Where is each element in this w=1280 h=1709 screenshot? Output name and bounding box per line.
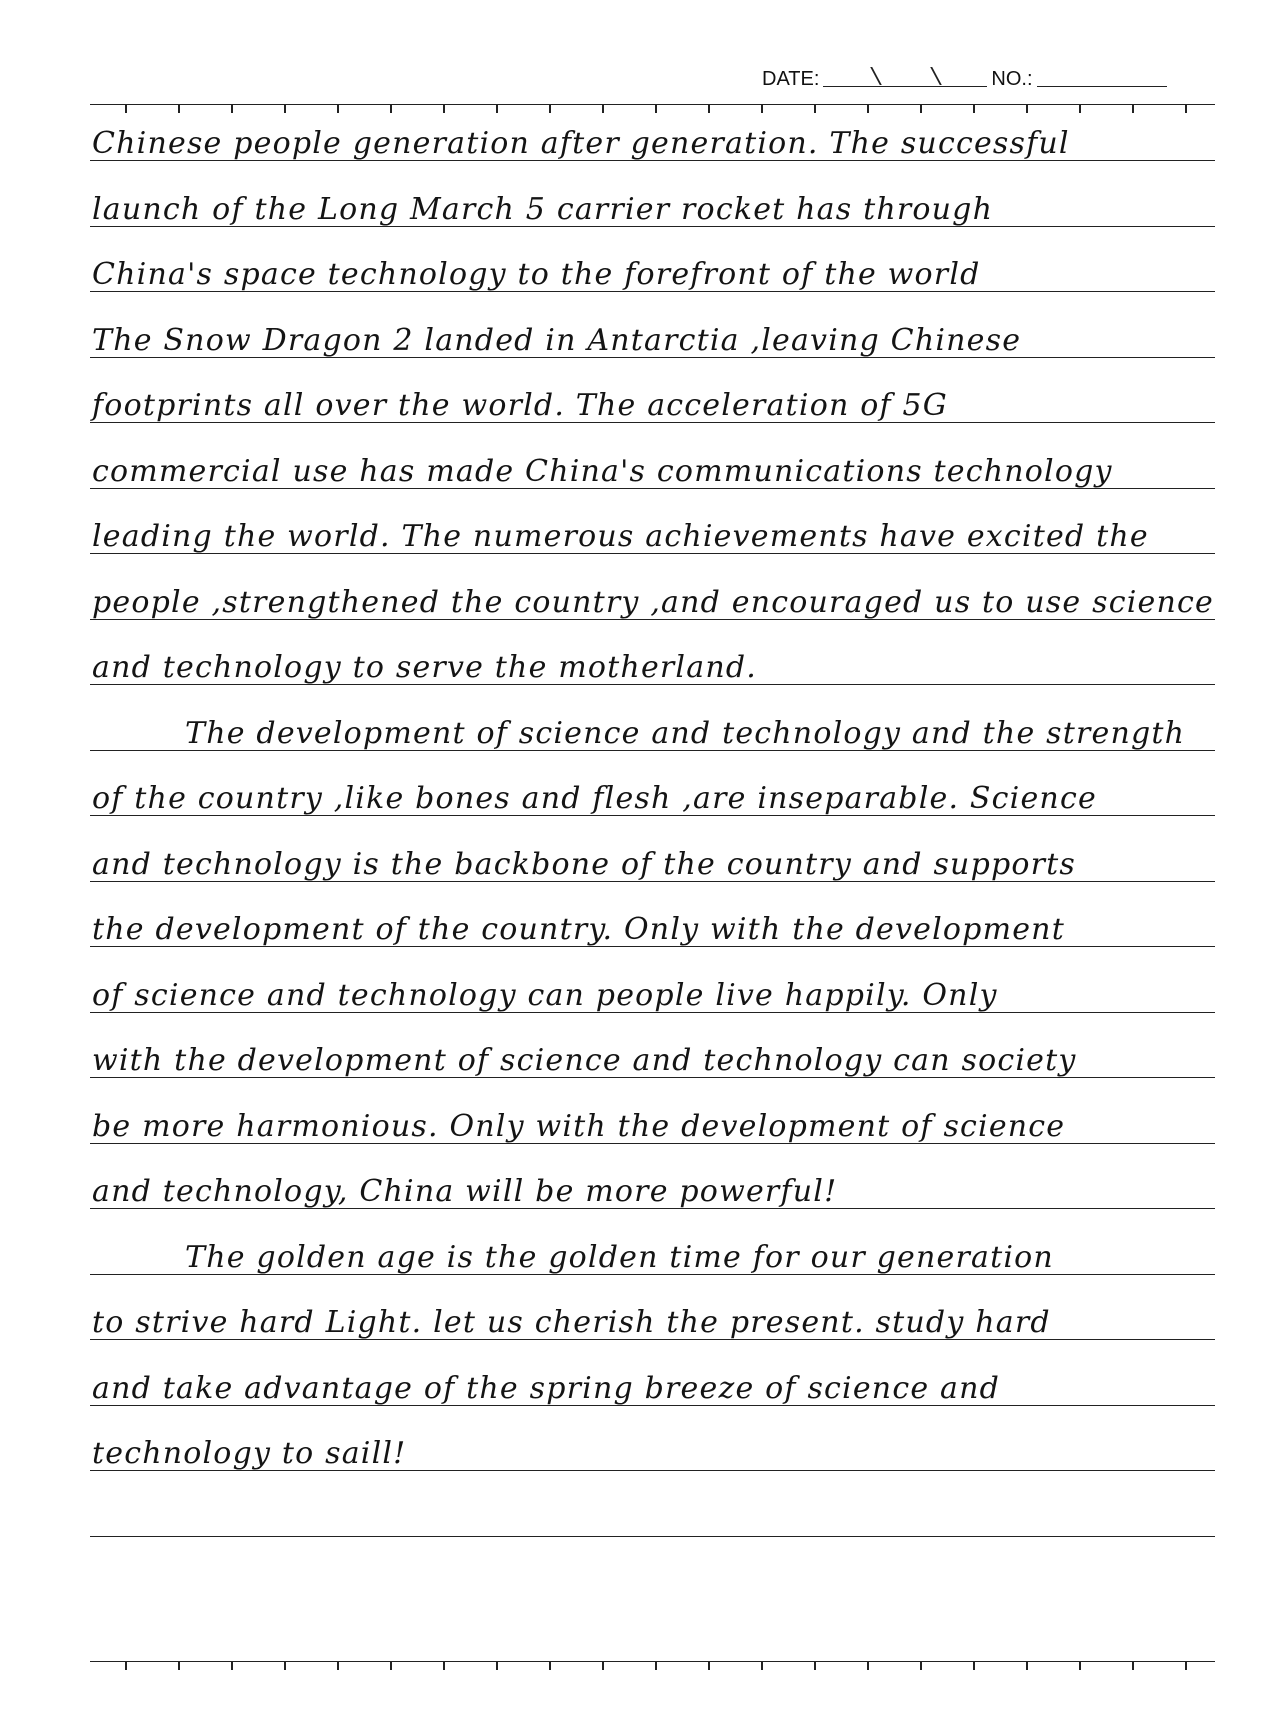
handwritten-line: and technology is the backbone of the country and supports	[92, 846, 1077, 882]
rule-tick	[814, 1662, 816, 1670]
rule-tick	[655, 105, 657, 113]
rule-tick	[1079, 1662, 1081, 1670]
handwritten-line: The development of science and technology and the strength	[185, 715, 1186, 751]
handwritten-line: Chinese people generation after generation. The successful	[92, 126, 1070, 161]
rule-tick	[178, 1662, 180, 1670]
rule-tick	[761, 1662, 763, 1670]
rule-tick	[1132, 1662, 1134, 1670]
date-separator-mark	[931, 67, 943, 85]
handwritten-line: to strive hard Light. let us cherish the present. study hard	[92, 1305, 1051, 1340]
handwritten-line: The Snow Dragon 2 landed in Antarctia ,leaving Chinese	[92, 322, 1022, 358]
rule-tick	[390, 1662, 392, 1670]
rule-tick	[496, 1662, 498, 1670]
rule-tick	[920, 105, 922, 113]
handwritten-line: The golden age is the golden time for our generation	[185, 1239, 1054, 1275]
handwritten-line: people ,strengthened the country ,and encouraged us to use science	[92, 584, 1214, 620]
rule-tick	[125, 105, 127, 113]
date-separator-mark	[871, 67, 883, 85]
top-border-rule	[90, 104, 1215, 105]
rule-tick	[973, 105, 975, 113]
rule-tick	[549, 1662, 551, 1670]
rule-tick	[1185, 105, 1187, 113]
rule-tick	[337, 1662, 339, 1670]
rule-tick	[602, 1662, 604, 1670]
rule-tick	[443, 105, 445, 113]
rule-tick	[496, 105, 498, 113]
handwritten-line: of the country ,like bones and flesh ,are inseparable. Science	[92, 781, 1097, 816]
rule-tick	[231, 1662, 233, 1670]
rule-tick	[1132, 105, 1134, 113]
rule-tick	[708, 105, 710, 113]
rule-tick	[655, 1662, 657, 1670]
handwritten-line: China's space technology to the forefront of the world	[92, 257, 981, 292]
rule-tick	[867, 105, 869, 113]
handwritten-line: be more harmonious. Only with the development of science	[92, 1108, 1066, 1144]
rule-tick	[337, 105, 339, 113]
rule-tick	[973, 1662, 975, 1670]
handwritten-line: and take advantage of the spring breeze of science and	[92, 1370, 1001, 1406]
page-header	[762, 60, 1171, 90]
rule-tick	[708, 1662, 710, 1670]
rule-tick	[1185, 1662, 1187, 1670]
rule-tick	[443, 1662, 445, 1670]
rule-tick	[549, 105, 551, 113]
handwritten-line: launch of the Long March 5 carrier rocket has through	[92, 191, 994, 227]
date-label: DATE:	[762, 68, 820, 90]
rule-tick	[1026, 1662, 1028, 1670]
rule-tick	[390, 105, 392, 113]
number-field	[1037, 68, 1167, 87]
rule-tick	[284, 105, 286, 113]
rule-tick	[761, 105, 763, 113]
handwritten-line: technology to saill!	[92, 1436, 407, 1471]
handwritten-line: leading the world. The numerous achievements have excited the	[92, 519, 1149, 554]
handwritten-line: of science and technology can people live happily. Only	[92, 977, 998, 1013]
rule-tick	[178, 105, 180, 113]
rule-tick	[814, 105, 816, 113]
rule-tick	[1026, 105, 1028, 113]
rule-tick	[284, 1662, 286, 1670]
date-field	[823, 68, 987, 87]
rule-tick	[125, 1662, 127, 1670]
handwritten-line: with the development of science and technology can society	[92, 1043, 1077, 1078]
handwritten-line: and technology to serve the motherland.	[92, 650, 757, 685]
bottom-border-rule	[90, 1661, 1215, 1662]
handwritten-line: footprints all over the world. The acceleration of 5G	[92, 388, 948, 423]
rule-tick	[920, 1662, 922, 1670]
rule-tick	[602, 105, 604, 113]
rule-tick	[1079, 105, 1081, 113]
number-label: NO.:	[991, 68, 1033, 90]
rule-tick	[231, 105, 233, 113]
writing-rule	[90, 1536, 1215, 1537]
handwritten-line: and technology, China will be more powerful!	[92, 1174, 838, 1209]
handwritten-line: the development of the country. Only with the development	[92, 912, 1065, 947]
handwritten-line: commercial use has made China's communications technology	[92, 453, 1113, 489]
rule-tick	[867, 1662, 869, 1670]
